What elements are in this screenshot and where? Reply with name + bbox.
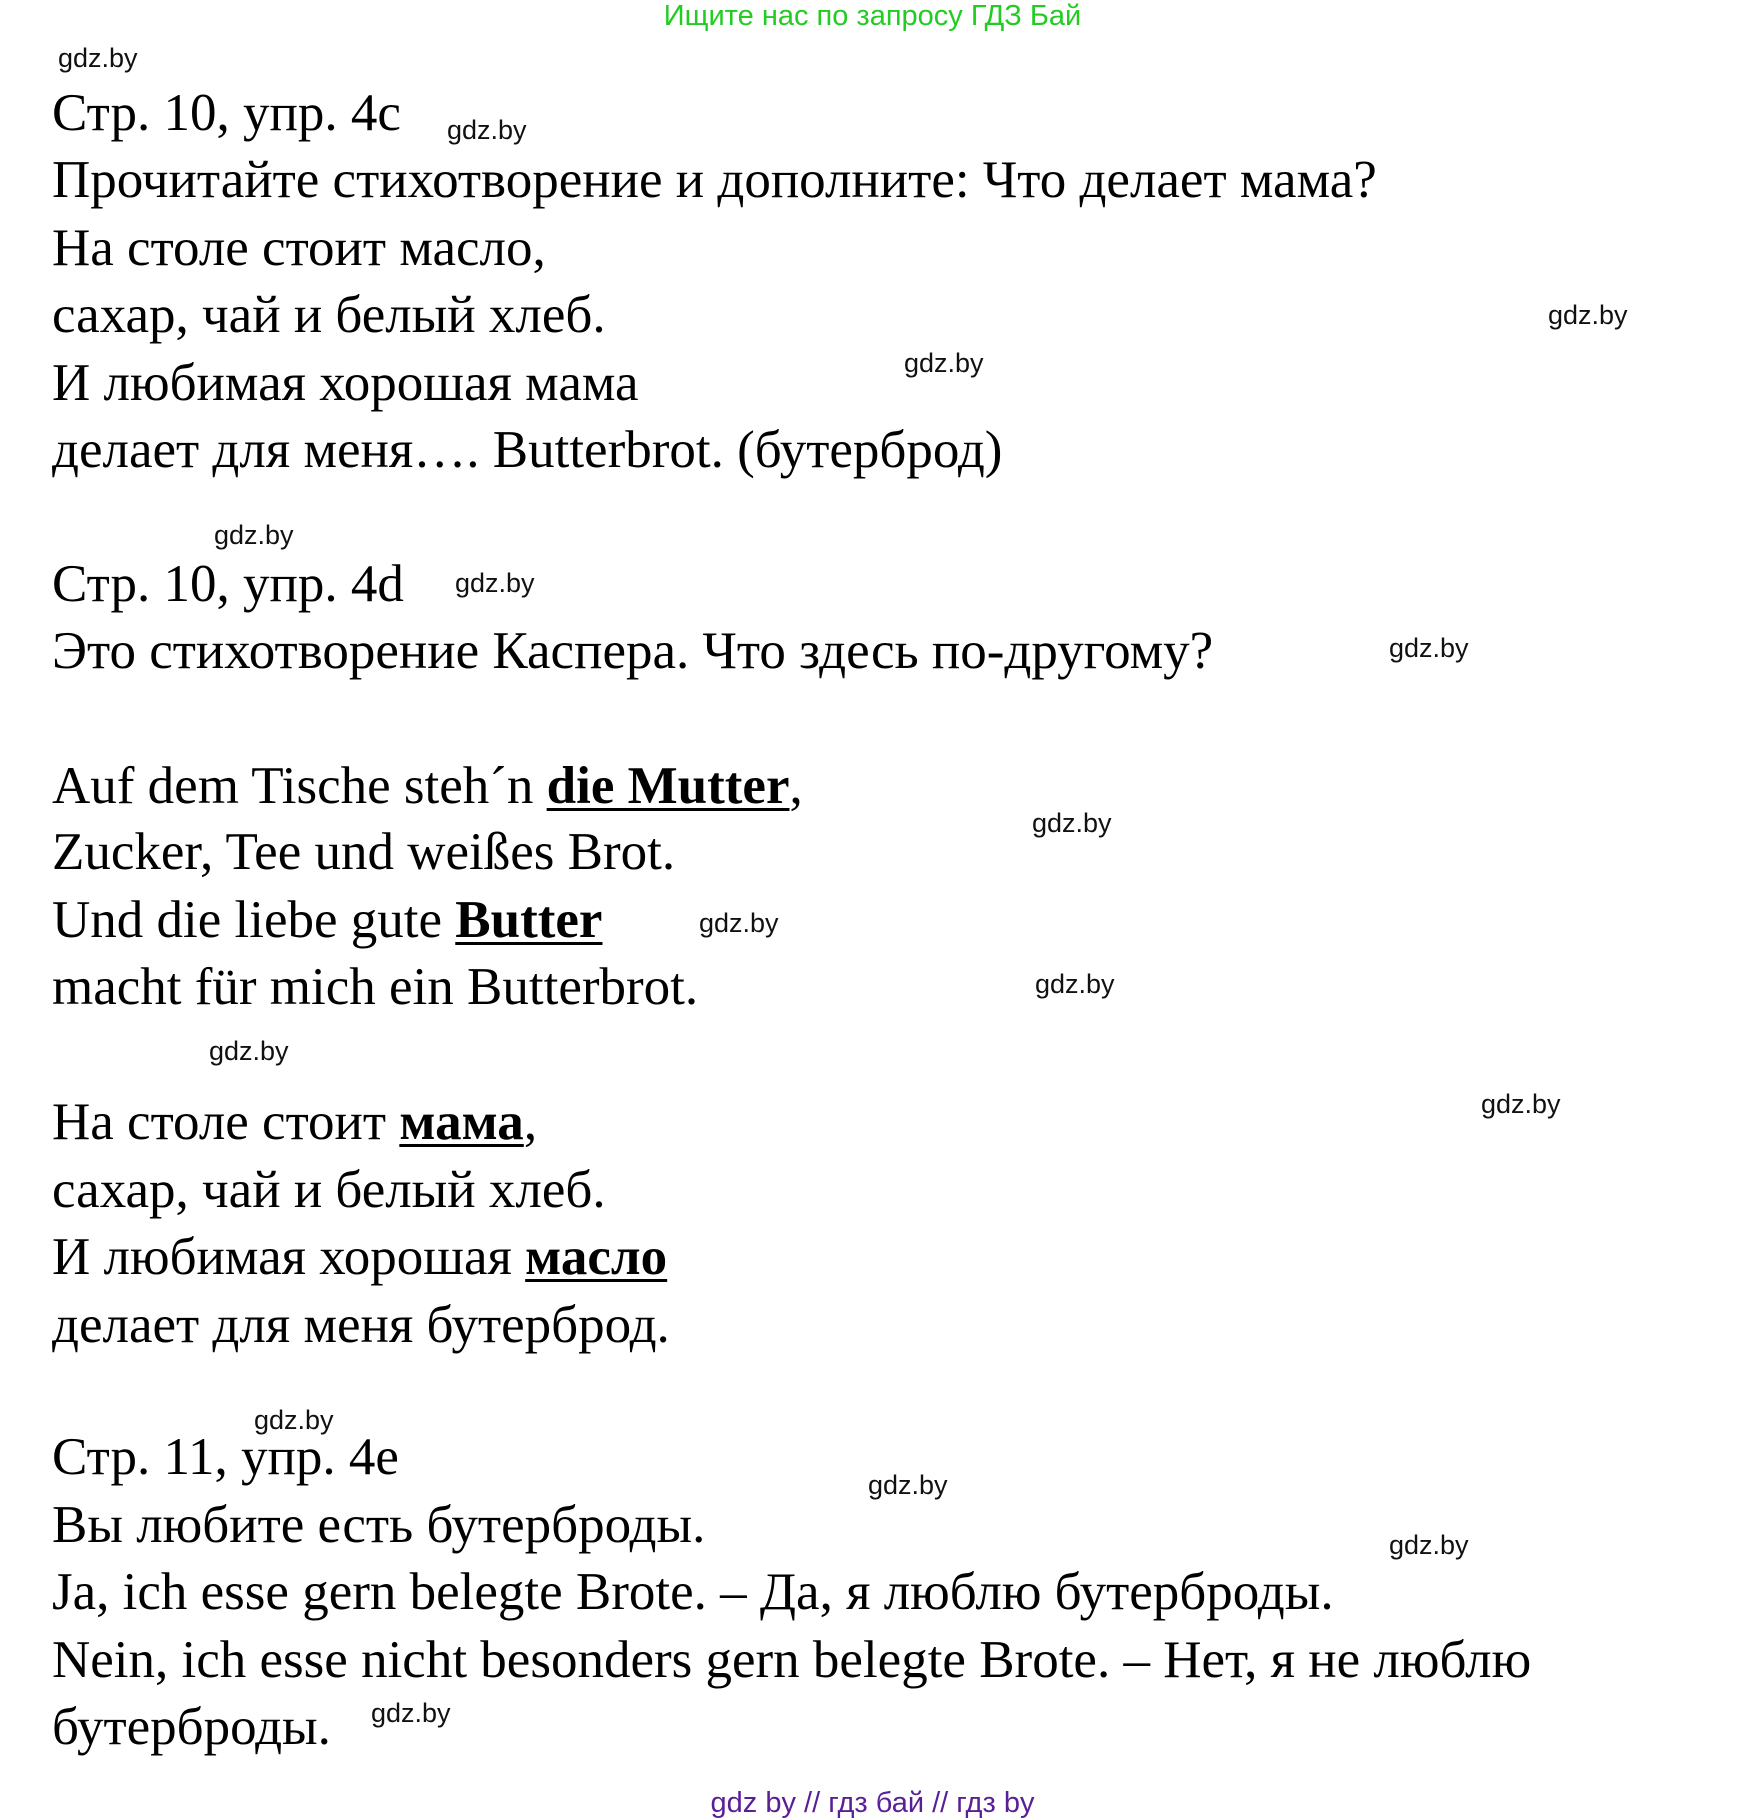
text-line: [52, 1160, 606, 1220]
text-line: [52, 1092, 537, 1152]
text-segment: делает для меня бутерброд.: [52, 1296, 670, 1354]
highlighted-word: die Mutter: [546, 757, 790, 815]
watermark: gdz.by: [209, 1036, 289, 1066]
text-segment: делает для меня…. Butterbrot. (бутерброд): [52, 421, 1003, 479]
text-segment: Стр. 10, упр. 4d: [52, 555, 404, 613]
text-line: [52, 1295, 670, 1355]
text-line: [52, 1495, 705, 1555]
text-segment: Zucker, Tee und weißes Brot.: [52, 823, 676, 881]
text-segment: Это стихотворение Каспера. Что здесь по-другому?: [52, 622, 1214, 680]
text-line: [52, 1630, 1531, 1690]
text-segment: Nein, ich esse nicht besonders gern belegte Brote. – Нет, я не люблю: [52, 1631, 1532, 1689]
text-segment: Вы любите есть бутерброды.: [52, 1496, 706, 1554]
watermark: gdz.by: [1389, 1530, 1469, 1560]
watermark: gdz.by: [904, 348, 984, 378]
text-segment: На столе стоит: [52, 1093, 400, 1151]
text-line: [52, 420, 1002, 480]
exercise-heading: [52, 83, 401, 143]
watermark: gdz.by: [58, 43, 138, 73]
watermark: gdz.by: [1389, 633, 1469, 663]
text-segment: Стр. 11, упр. 4е: [52, 1428, 399, 1486]
footer-watermark: gdz by // гдз бай // гдз by: [710, 1787, 1035, 1819]
watermark: gdz.by: [1032, 808, 1112, 838]
watermark: gdz.by: [1481, 1089, 1561, 1119]
text-segment: Прочитайте стихотворение и дополните: Что делает мама?: [52, 151, 1377, 209]
text-segment: Стр. 10, упр. 4с: [52, 84, 401, 142]
text-line: [52, 1562, 1334, 1622]
text-line: [52, 1697, 331, 1757]
text-segment: И любимая хорошая: [52, 1228, 526, 1286]
text-segment: Und die liebe gute: [52, 891, 456, 949]
exercise-heading: [52, 554, 404, 614]
watermark: gdz.by: [1035, 969, 1115, 999]
text-segment: бутерброды.: [52, 1698, 331, 1756]
watermark: gdz.by: [455, 568, 535, 598]
text-segment: сахар, чай и белый хлеб.: [52, 286, 606, 344]
highlighted-word: масло: [525, 1228, 668, 1286]
text-segment: ,: [523, 1093, 538, 1151]
watermark: gdz.by: [699, 908, 779, 938]
text-line: [52, 957, 698, 1017]
watermark: gdz.by: [868, 1470, 948, 1500]
text-line: [52, 150, 1377, 210]
highlighted-word: Butter: [455, 891, 603, 949]
text-segment: Ja, ich esse gern belegte Brote. – Да, я люблю бутерброды.: [52, 1563, 1334, 1621]
text-line: [52, 890, 602, 950]
text-segment: Auf dem Tische steh´n: [52, 757, 547, 815]
text-line: [52, 353, 639, 413]
text-line: [52, 1227, 667, 1287]
watermark: gdz.by: [371, 1698, 451, 1728]
text-segment: macht für mich ein Butterbrot.: [52, 958, 699, 1016]
text-line: [52, 218, 546, 278]
text-segment: ,: [789, 757, 803, 815]
exercise-heading: [52, 1427, 399, 1487]
text-line: [52, 822, 675, 882]
text-line: [52, 756, 803, 816]
watermark: gdz.by: [214, 520, 294, 550]
text-line: [52, 621, 1213, 681]
watermark: gdz.by: [1548, 300, 1628, 330]
search-banner: Ищите нас по запросу ГДЗ Бай: [663, 0, 1082, 32]
text-segment: На столе стоит масло,: [52, 219, 546, 277]
text-segment: И любимая хорошая мама: [52, 354, 639, 412]
text-line: [52, 285, 606, 345]
highlighted-word: мама: [399, 1093, 524, 1151]
watermark: gdz.by: [447, 115, 527, 145]
text-segment: сахар, чай и белый хлеб.: [52, 1161, 606, 1219]
watermark: gdz.by: [254, 1405, 334, 1435]
